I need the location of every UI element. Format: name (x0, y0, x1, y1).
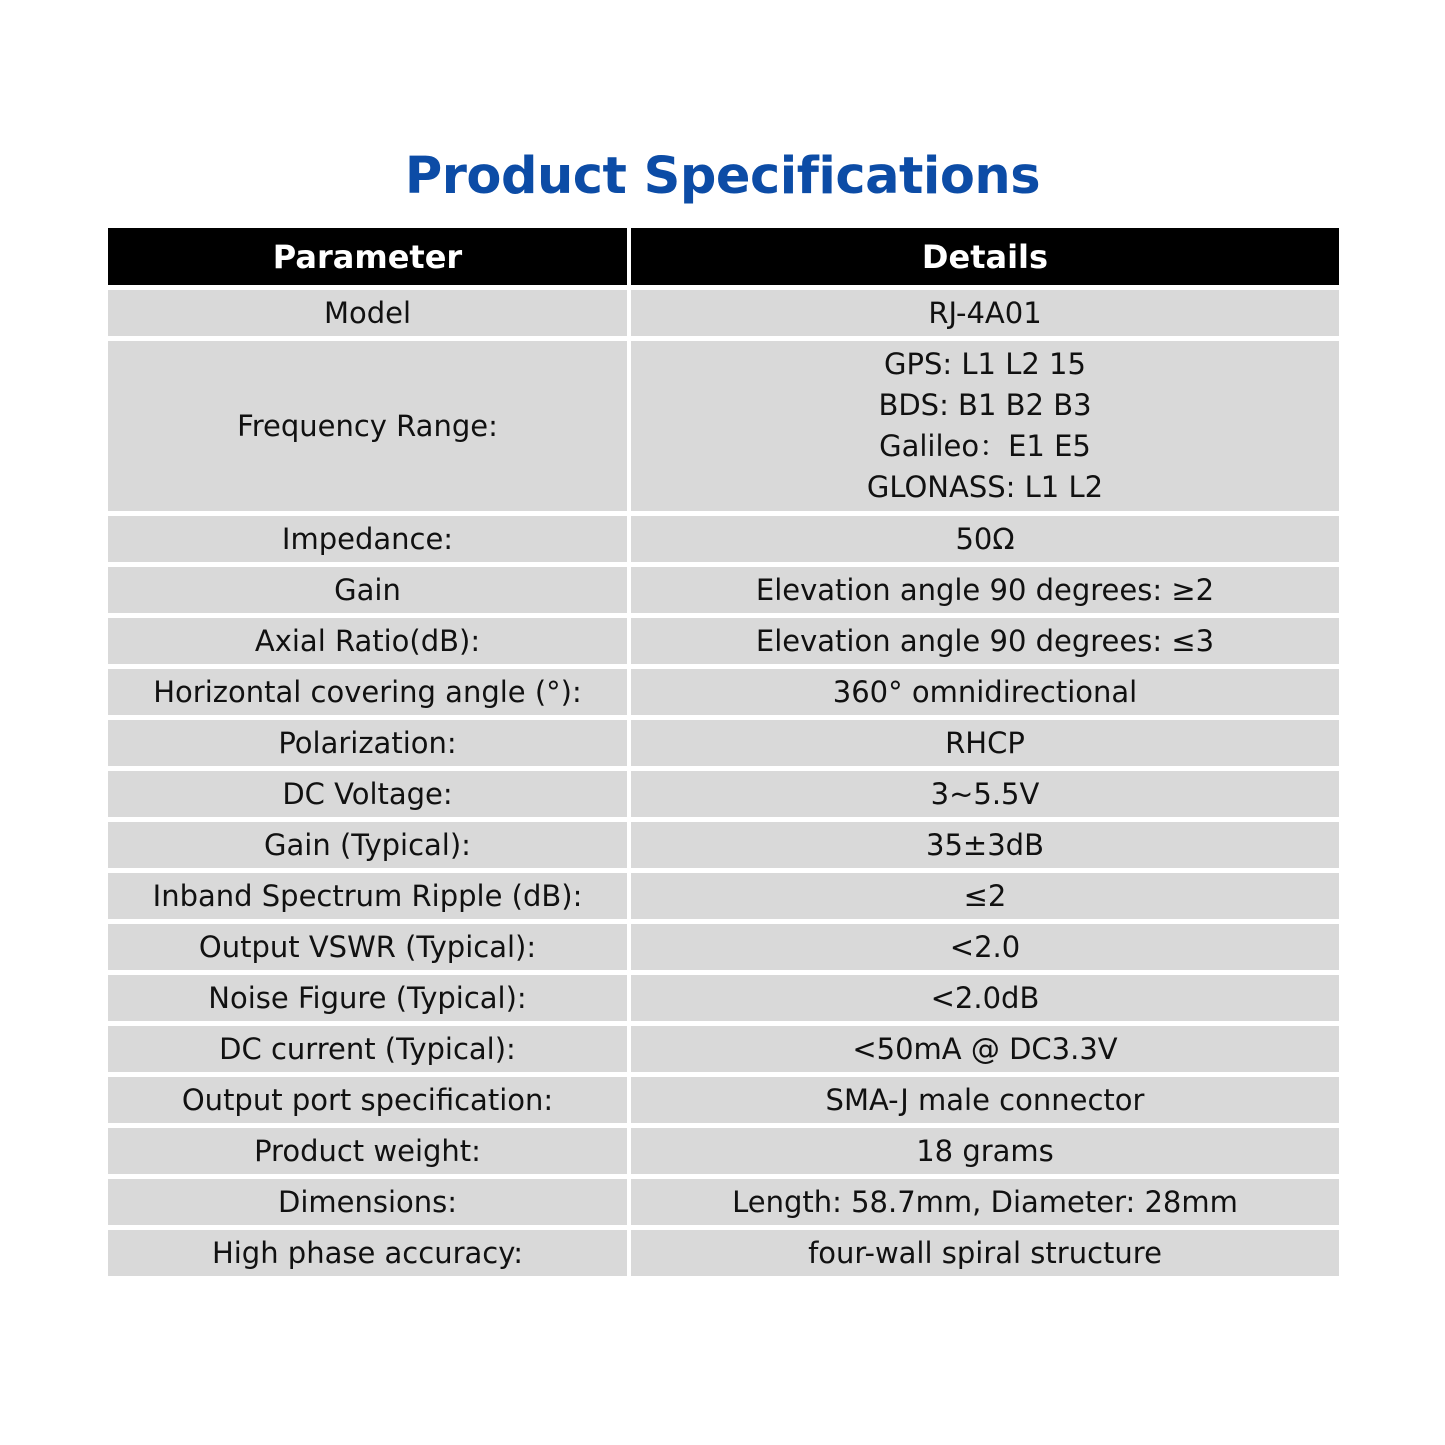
frequency-line-glonass: GLONASS: L1 L2 (866, 470, 1104, 504)
row-model-parameter: Model (108, 290, 627, 336)
row-covering-angle-parameter: Horizontal covering angle (°): (108, 669, 627, 715)
row-dimensions-parameter: Dimensions: (108, 1179, 627, 1225)
row-gain-typical-parameter: Gain (Typical): (108, 822, 627, 868)
row-noise-figure-parameter: Noise Figure (Typical): (108, 975, 627, 1021)
row-vswr-parameter: Output VSWR (Typical): (108, 924, 627, 970)
frequency-line-bds: BDS: B1 B2 B3 (878, 388, 1092, 422)
row-model-details: RJ-4A01 (631, 290, 1339, 336)
row-gain-parameter: Gain (108, 567, 627, 613)
frequency-line-gps: GPS: L1 L2 15 (884, 347, 1086, 381)
row-output-port-details: SMA-J male connector (631, 1077, 1339, 1123)
row-dc-voltage-details: 3~5.5V (631, 771, 1339, 817)
page-title: Product Specifications (404, 147, 1041, 206)
row-phase-accuracy-parameter: High phase accuracy: (108, 1230, 627, 1276)
row-dc-current-details: <50mA @ DC3.3V (631, 1026, 1339, 1072)
row-vswr-details: <2.0 (631, 924, 1339, 970)
row-impedance-details: 50Ω (631, 516, 1339, 562)
row-dimensions-details: Length: 58.7mm, Diameter: 28mm (631, 1179, 1339, 1225)
header-details: Details (631, 228, 1339, 285)
row-weight-parameter: Product weight: (108, 1128, 627, 1174)
frequency-range-list (867, 344, 1103, 508)
row-phase-accuracy-details: four-wall spiral structure (631, 1230, 1339, 1276)
row-ripple-parameter: Inband Spectrum Ripple (dB): (108, 873, 627, 919)
row-axial-ratio-details: Elevation angle 90 degrees: ≤3 (631, 618, 1339, 664)
row-dc-current-parameter: DC current (Typical): (108, 1026, 627, 1072)
row-frequency-range-details (631, 341, 1339, 511)
row-axial-ratio-parameter: Axial Ratio(dB): (108, 618, 627, 664)
header-parameter: Parameter (108, 228, 627, 285)
row-impedance-parameter: Impedance: (108, 516, 627, 562)
row-polarization-details: RHCP (631, 720, 1339, 766)
row-gain-details: Elevation angle 90 degrees: ≥2 (631, 567, 1339, 613)
row-frequency-range-parameter: Frequency Range: (108, 341, 627, 511)
row-gain-typical-details: 35±3dB (631, 822, 1339, 868)
row-output-port-parameter: Output port specification: (108, 1077, 627, 1123)
frequency-line-galileo: Galileo：E1 E5 (879, 429, 1091, 463)
spec-table (108, 228, 1339, 1276)
row-weight-details: 18 grams (631, 1128, 1339, 1174)
row-ripple-details: ≤2 (631, 873, 1339, 919)
row-polarization-parameter: Polarization: (108, 720, 627, 766)
row-dc-voltage-parameter: DC Voltage: (108, 771, 627, 817)
row-covering-angle-details: 360° omnidirectional (631, 669, 1339, 715)
row-noise-figure-details: <2.0dB (631, 975, 1339, 1021)
